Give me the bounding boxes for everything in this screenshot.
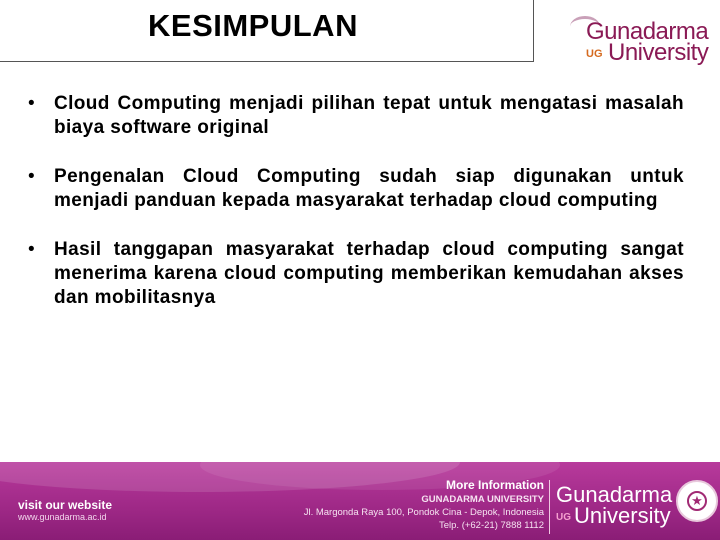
footer-logo-line1: Gunadarma (556, 482, 673, 507)
bullet-dot-icon: • (28, 166, 35, 187)
bullet-text: Cloud Computing menjadi pilihan tepat untuk mengatasi masalah biaya software original (54, 93, 684, 138)
phone-text: Telp. (+62-21) 7888 1112 (438, 520, 544, 531)
gunadarma-logo (586, 20, 716, 72)
bullet-text: Pengenalan Cloud Computing sudah siap digunakan untuk menjadi panduan kepada masyarakat terhadap cloud computing (54, 166, 684, 211)
bullet-dot-icon: • (28, 239, 35, 260)
address-text: Jl. Margonda Raya 100, Pondok Cina - Depok, Indonesia (303, 507, 544, 518)
logo-line1: Gunadarma (586, 18, 709, 45)
visit-website-label[interactable]: visit our website (18, 498, 113, 512)
bullet-item (28, 238, 684, 310)
website-link[interactable]: www.gunadarma.ac.id (18, 512, 107, 522)
footer-banner (0, 462, 720, 540)
university-seal-icon (676, 480, 718, 522)
logo-ug: UG (586, 48, 603, 60)
seal-star-icon: ★ (691, 493, 703, 508)
logo-line2: University (608, 39, 709, 66)
footer-logo-ug: UG (556, 512, 571, 523)
title-box (0, 0, 534, 62)
slide-title: KESIMPULAN (148, 8, 358, 43)
footer-logo-line2: University (574, 503, 671, 528)
more-info-heading: More Information (446, 478, 544, 492)
bullet-dot-icon: • (28, 93, 35, 114)
bullet-text: Hasil tanggapan masyarakat terhadap cloud computing sangat menerima karena cloud computing memberikan kemudahan akses dan mobilitasnya (54, 239, 684, 308)
footer-divider (549, 480, 550, 534)
bullet-list (28, 92, 684, 335)
bullet-item (28, 165, 684, 213)
org-name: GUNADARMA UNIVERSITY (421, 494, 544, 505)
bullet-item (28, 92, 684, 140)
